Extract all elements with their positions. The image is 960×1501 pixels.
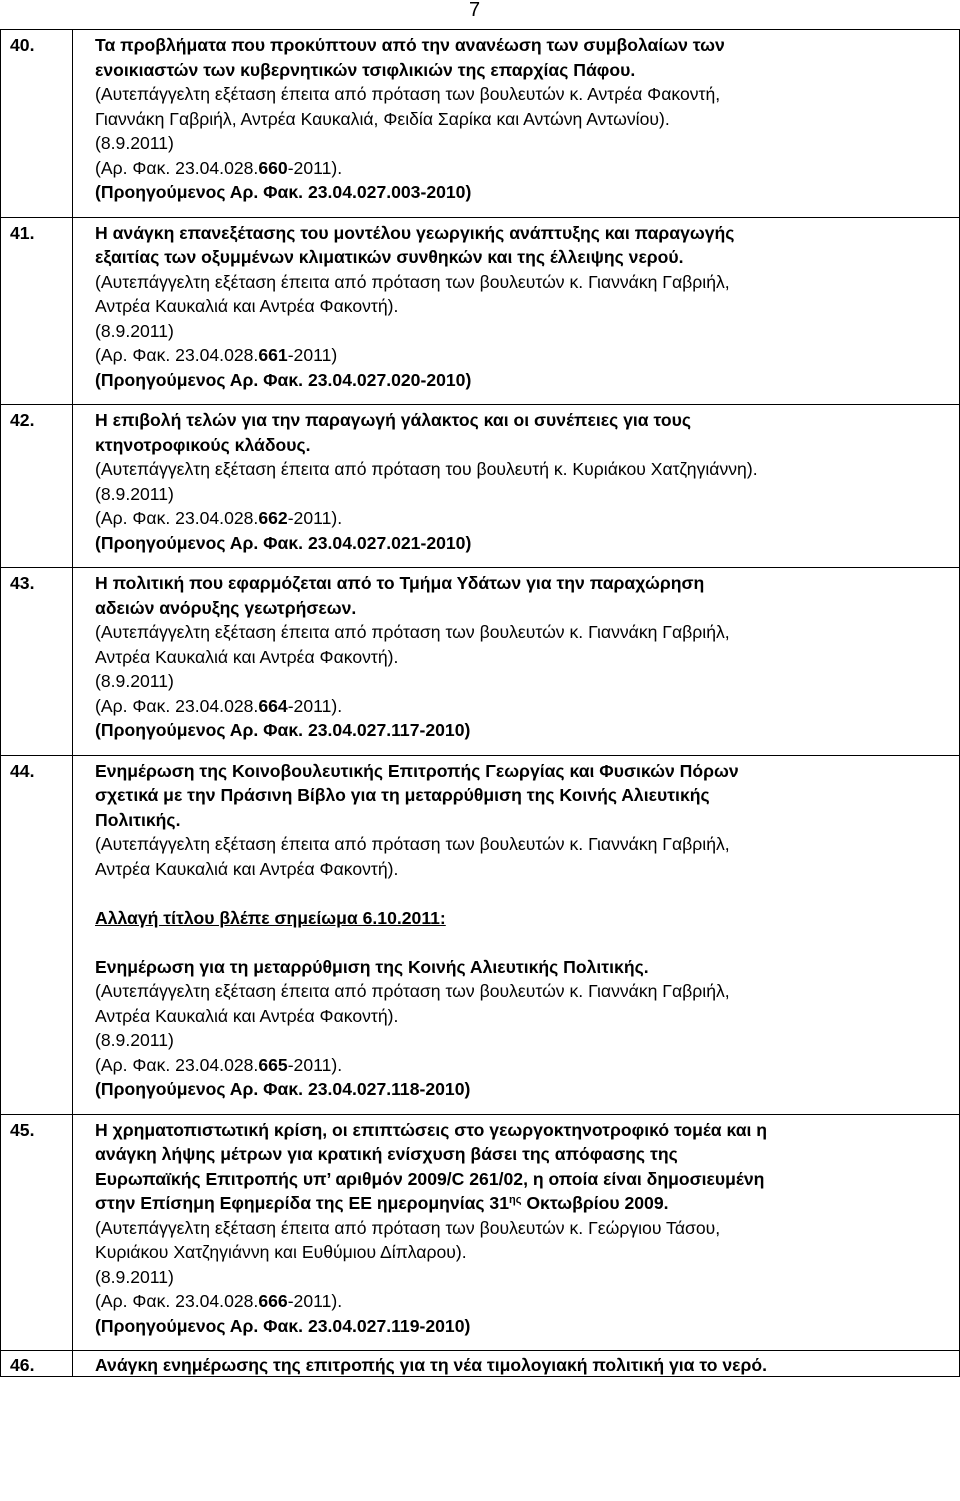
item-request-line: Αντρέα Καυκαλιά και Αντρέα Φακοντή).: [95, 646, 399, 667]
item-number: 44.: [1, 755, 73, 1114]
agenda-item: [1, 755, 960, 1114]
item-number: 42.: [1, 405, 73, 568]
item-file-number: (Αρ. Φακ. 23.04.028.662-2011).: [95, 508, 343, 528]
item-previous-file: (Προηγούμενος Αρ. Φακ. 23.04.027.021-2010): [95, 532, 472, 553]
item-date: (8.9.2011): [95, 483, 174, 504]
item-request-line: Γιαννάκη Γαβριήλ, Αντρέα Καυκαλιά, Φειδία Σαρίκα και Αντώνη Αντωνίου).: [95, 108, 670, 129]
item-content: [73, 755, 960, 1114]
item-title-line: ενοικιαστών των κυβερνητικών τσιφλικιών της επαρχίας Πάφου.: [95, 59, 636, 80]
agenda-table: [0, 29, 960, 1377]
item-request-line: Αντρέα Καυκαλιά και Αντρέα Φακοντή).: [95, 296, 399, 316]
item-content: [73, 568, 960, 756]
item-title-line: Πολιτικής.: [95, 809, 181, 830]
item-request-line: (Αυτεπάγγελτη εξέταση έπειτα από πρόταση των βουλευτών κ. Αντρέα Φακοντή,: [95, 84, 721, 104]
agenda-item: [1, 1114, 960, 1351]
item-request-line: Κυριάκου Χατζηγιάννη και Ευθύμιου Δίπλαρου).: [95, 1242, 467, 1262]
spacer: [95, 881, 953, 906]
item-request-line: Αντρέα Καυκαλιά και Αντρέα Φακοντή).: [95, 1005, 399, 1026]
item-content: [73, 405, 960, 568]
item-content: [73, 1351, 960, 1377]
item-title-line: κτηνοτροφικούς κλάδους.: [95, 434, 311, 455]
item-previous-file: (Προηγούμενος Αρ. Φακ. 23.04.027.020-2010): [95, 369, 472, 390]
item-previous-file: (Προηγούμενος Αρ. Φακ. 23.04.027.117-2010): [95, 720, 471, 740]
title-change-note: Αλλαγή τίτλου βλέπε σημείωμα 6.10.2011:: [95, 907, 446, 928]
item-request-line: Αντρέα Καυκαλιά και Αντρέα Φακοντή).: [95, 858, 399, 879]
item-date: (8.9.2011): [95, 320, 174, 341]
item-title-line: Η επιβολή τελών για την παραγωγή γάλακτος και οι συνέπειες για τους: [95, 410, 691, 430]
item-title-line: στην Επίσημη Εφημερίδα της ΕΕ ημερομηνίας $31^{\eta\varsigma}$ Οκτωβρίου 2009.: [95, 1193, 669, 1213]
item-title-line: ανάγκη λήψης μέτρων για κρατική ενίσχυση βάσει της απόφασης της: [95, 1144, 678, 1164]
agenda-item: [1, 568, 960, 756]
item-title-line: Ενημέρωση της Κοινοβουλευτικής Επιτροπής Γεωργίας και Φυσικών Πόρων: [95, 760, 739, 781]
item-date: (8.9.2011): [95, 133, 174, 153]
item-previous-file: (Προηγούμενος Αρ. Φακ. 23.04.027.119-2010): [95, 1315, 471, 1336]
item-request-line: (Αυτεπάγγελτη εξέταση έπειτα από πρόταση των βουλευτών κ. Γιαννάκη Γαβριήλ,: [95, 834, 730, 854]
item-request-line: (Αυτεπάγγελτη εξέταση έπειτα από πρόταση του βουλευτή κ. Κυριάκου Χατζηγιάννη).: [95, 459, 758, 479]
item-content: [73, 217, 960, 405]
page-number: 7: [469, 0, 481, 21]
item-request-line: (Αυτεπάγγελτη εξέταση έπειτα από πρόταση των βουλευτών κ. Γεώργιου Τάσου,: [95, 1217, 721, 1238]
item-title-line: Τα προβλήματα που προκύπτουν από την ανανέωση των συμβολαίων των: [95, 35, 725, 55]
spacer: [95, 930, 953, 955]
item-content: [73, 30, 960, 218]
agenda-item: [1, 217, 960, 405]
item-file-number: (Αρ. Φακ. 23.04.028.661-2011): [95, 345, 338, 365]
item-file-number: (Αρ. Φακ. 23.04.028.660-2011).: [95, 157, 343, 178]
item-date: (8.9.2011): [95, 671, 174, 691]
agenda-item: [1, 405, 960, 568]
agenda-item: [1, 30, 960, 218]
item-title-line: Η χρηματοπιστωτική κρίση, οι επιπτώσεις στο γεωργοκτηνοτροφικό τομέα και η: [95, 1119, 768, 1140]
item-number: 46.: [1, 1351, 73, 1377]
item-file-number: (Αρ. Φακ. 23.04.028.666-2011).: [95, 1291, 343, 1311]
item-date: (8.9.2011): [95, 1030, 174, 1050]
item-title-line: Ανάγκη ενημέρωσης της επιτροπής για τη νέα τιμολογιακή πολιτική για το νερό.: [95, 1355, 768, 1375]
item-previous-file: (Προηγούμενος Αρ. Φακ. 23.04.027.118-2010): [95, 1079, 471, 1099]
agenda-item: [1, 1351, 960, 1377]
item-file-number: (Αρ. Φακ. 23.04.028.664-2011).: [95, 695, 343, 716]
item-date: (8.9.2011): [95, 1266, 174, 1287]
new-title: Ενημέρωση για τη μεταρρύθμιση της Κοινής Αλιευτικής Πολιτικής.: [95, 956, 649, 977]
item-title-line: εξαιτίας των οξυμμένων κλιματικών συνθηκών και της έλλειψης νερού.: [95, 247, 684, 267]
item-previous-file: (Προηγούμενος Αρ. Φακ. 23.04.027.003-2010): [95, 182, 472, 202]
item-number: 41.: [1, 217, 73, 405]
item-number: 43.: [1, 568, 73, 756]
item-request-line: (Αυτεπάγγελτη εξέταση έπειτα από πρόταση των βουλευτών κ. Γιαννάκη Γαβριήλ,: [95, 271, 730, 292]
item-title-line: Η πολιτική που εφαρμόζεται από το Τμήμα Υδάτων για την παραχώρηση: [95, 573, 705, 593]
item-request-line: (Αυτεπάγγελτη εξέταση έπειτα από πρόταση των βουλευτών κ. Γιαννάκη Γαβριήλ,: [95, 981, 730, 1001]
item-title-line: αδειών ανόρυξης γεωτρήσεων.: [95, 597, 357, 618]
item-request-line: (Αυτεπάγγελτη εξέταση έπειτα από πρόταση των βουλευτών κ. Γιαννάκη Γαβριήλ,: [95, 622, 730, 642]
item-number: 40.: [1, 30, 73, 218]
item-title-line: σχετικά με την Πράσινη Βίβλο για τη μεταρρύθμιση της Κοινής Αλιευτικής: [95, 785, 710, 805]
item-file-number: (Αρ. Φακ. 23.04.028.665-2011).: [95, 1054, 343, 1075]
item-title-line: Η ανάγκη επανεξέτασης του μοντέλου γεωργικής ανάπτυξης και παραγωγής: [95, 222, 735, 243]
item-title-line: Ευρωπαϊκής Επιτροπής υπ’ αριθμόν 2009/C 261/02, η οποία είναι δημοσιευμένη: [95, 1168, 765, 1189]
item-number: 45.: [1, 1114, 73, 1351]
item-content: [73, 1114, 960, 1351]
